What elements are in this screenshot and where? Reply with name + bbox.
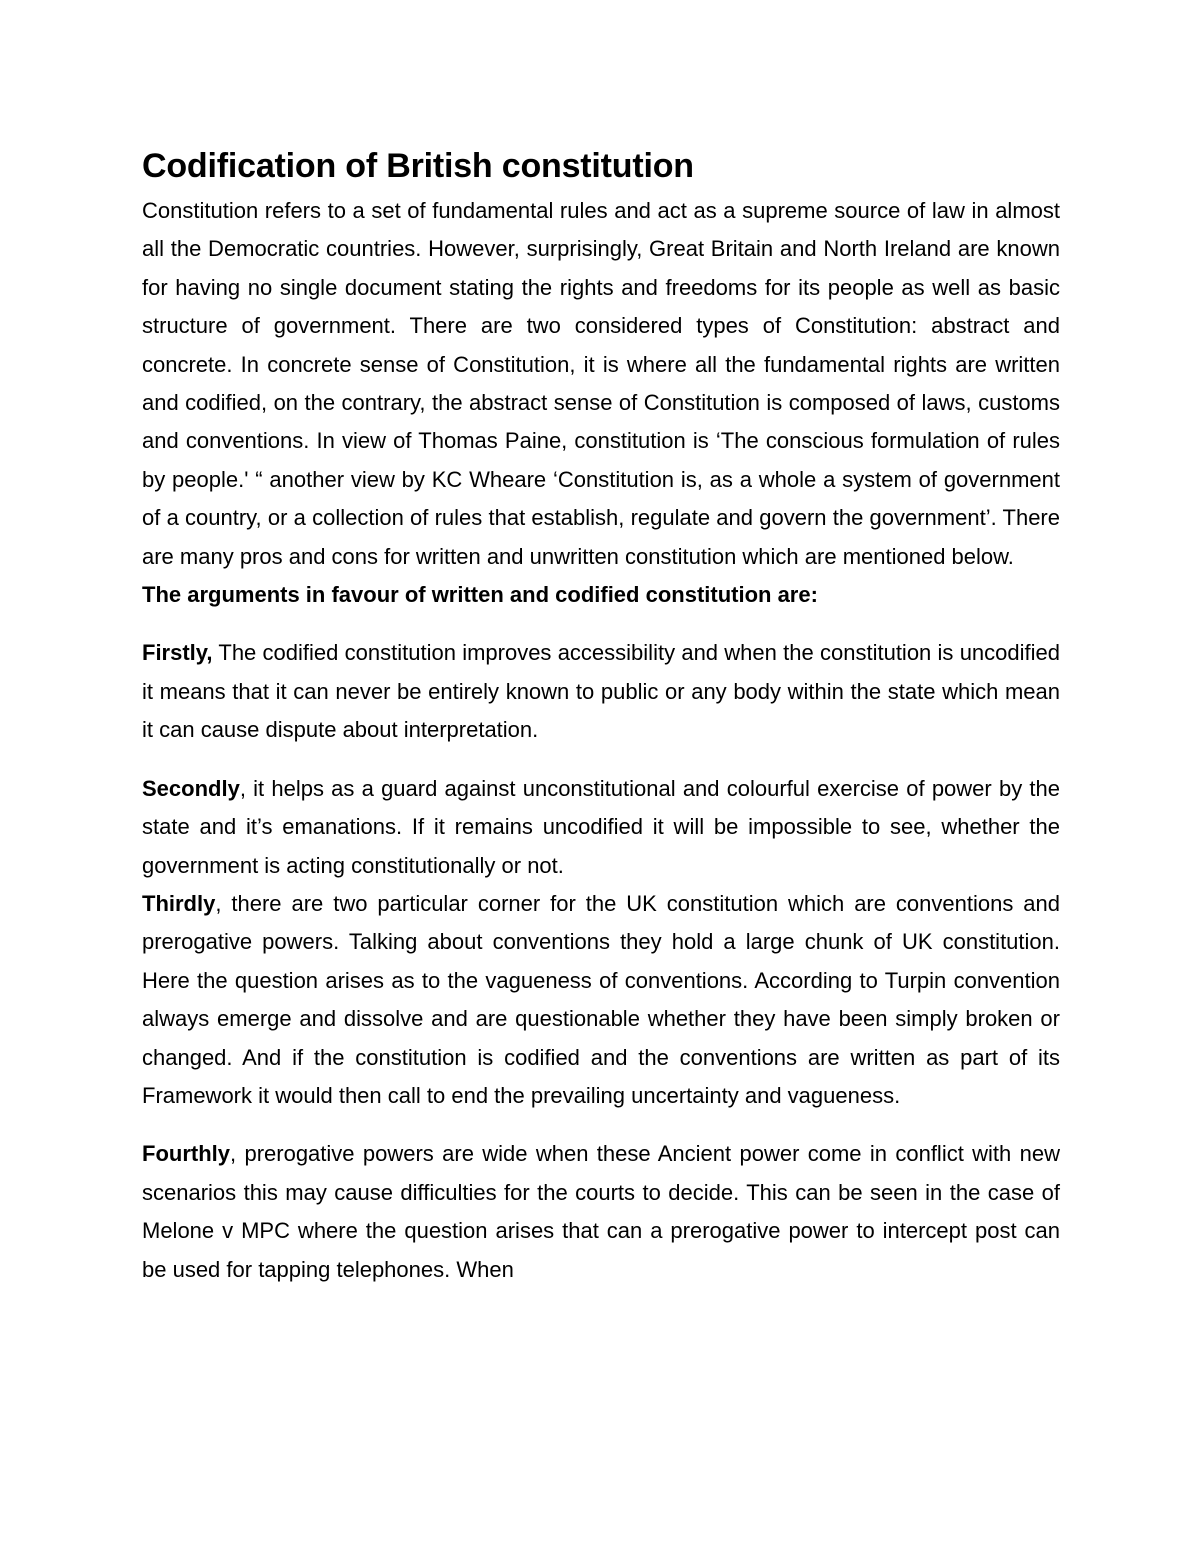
argument-lead: Firstly, xyxy=(142,640,213,666)
argument-thirdly xyxy=(142,885,1060,1115)
argument-lead: Secondly xyxy=(142,775,240,801)
intro-paragraph: Constitution refers to a set of fundamental rules and act as a supreme source of law in almost all the Democratic countries. However, surprisingly, Great Britain and North Ireland are known for having no single document stating the rights and freedoms for its people as well as basic structure of government. There are two considered types of Constitution: abstract and concrete. In concrete sense of Constitution, it is where all the fundamental rights are written and codified, on the contrary, the abstract sense of Constitution is composed of laws, customs and conventions. In view of Thomas Paine, constitution is ‘The conscious formulation of rules by people.' “ another view by KC Wheare ‘Constitution is, as a whole a system of government of a country, or a collection of rules that establish, regulate and govern the government’. There are many pros and cons for written and unwritten constitution which are mentioned below. xyxy=(142,198,1060,569)
document-page xyxy=(142,140,1060,1289)
document-title: Codification of British constitution xyxy=(142,147,694,185)
argument-fourthly xyxy=(142,1135,1060,1289)
argument-lead: Thirdly xyxy=(142,890,216,916)
argument-text: , prerogative powers are wide when these Ancient power come in conflict with new scenarios this may cause difficulties for the courts to decide. This can be seen in the case of Melone v MPC where the question arises that can a prerogative power to intercept post can be used for tapping telephones. When xyxy=(142,1141,1060,1282)
argument-text: , it helps as a guard against unconstitutional and colourful exercise of power by the state and it’s emanations. If it remains uncodified it will be impossible to see, whether the government is acting constitutionally or not. xyxy=(142,775,1060,878)
arguments-heading: The arguments in favour of written and codified constitution are: xyxy=(142,582,818,608)
argument-secondly xyxy=(142,770,1060,885)
argument-firstly xyxy=(142,634,1060,749)
argument-text: The codified constitution improves accessibility and when the constitution is uncodified it means that it can never be entirely known to public or any body within the state which mean it can cause dispute about interpretation. xyxy=(142,640,1060,743)
argument-lead: Fourthly xyxy=(142,1141,230,1167)
argument-text: , there are two particular corner for the UK constitution which are conventions and prerogative powers. Talking about conventions they hold a large chunk of UK constitution. Here the question arises as to the vagueness of conventions. According to Turpin convention always emerge and dissolve and are questionable whether they have been simply broken or changed. And if the constitution is codified and the conventions are written as part of its Framework it would then call to end the prevailing uncertainty and vagueness. xyxy=(142,890,1060,1108)
